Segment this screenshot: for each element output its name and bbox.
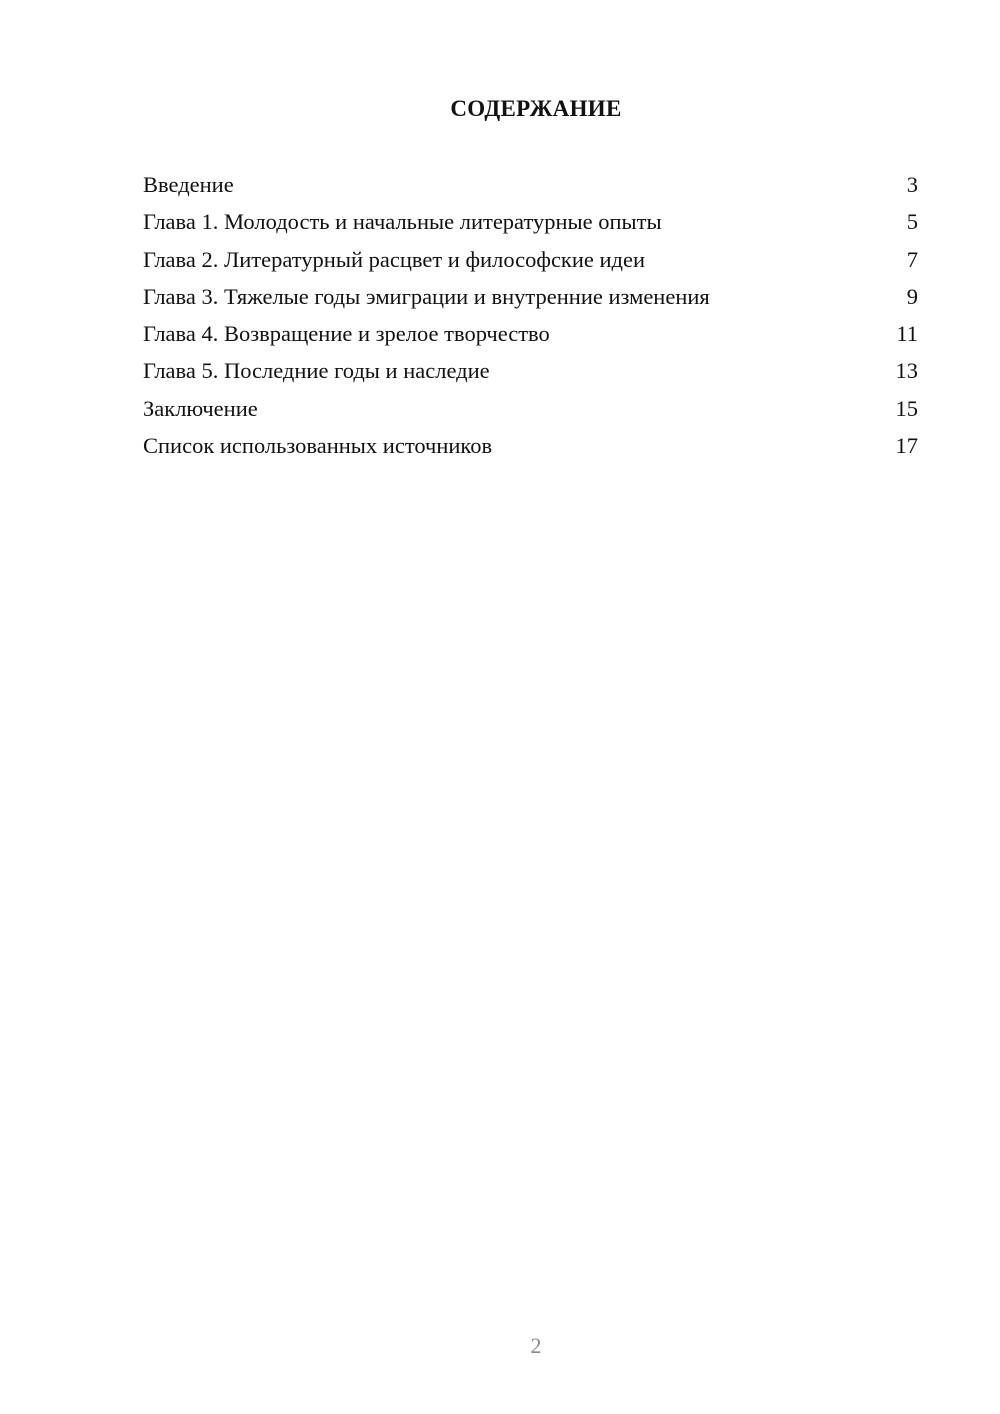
toc-entry xyxy=(143,394,918,431)
table-of-contents xyxy=(143,170,918,468)
toc-entry-label: Глава 4. Возвращение и зрелое творчество xyxy=(143,321,550,347)
toc-entry-page: 9 xyxy=(906,283,918,309)
toc-entry-page: 13 xyxy=(895,358,918,384)
toc-entry xyxy=(143,431,918,468)
toc-entry xyxy=(143,282,918,319)
page-number: 2 xyxy=(530,1333,542,1358)
toc-entry-label: Список использованных источников xyxy=(143,433,493,459)
toc-entry xyxy=(143,356,918,393)
toc-entry-page: 3 xyxy=(906,172,918,197)
toc-entry-label: Глава 3. Тяжелые годы эмиграции и внутренние изменения xyxy=(143,283,710,309)
toc-entry-page: 7 xyxy=(906,246,918,272)
toc-entry xyxy=(143,319,918,356)
toc-entry xyxy=(143,245,918,282)
toc-entry-label: Введение xyxy=(143,172,234,197)
toc-entry-page: 5 xyxy=(906,209,918,235)
toc-entry-label: Глава 2. Литературный расцвет и философские идеи xyxy=(143,246,646,272)
toc-entry-page: 15 xyxy=(895,395,918,421)
toc-entry-label: Глава 1. Молодость и начальные литературные опыты xyxy=(143,209,662,235)
toc-entry-page: 17 xyxy=(895,433,918,459)
toc-entry xyxy=(143,207,918,244)
toc-entry-label: Заключение xyxy=(143,395,258,421)
toc-entry xyxy=(143,170,918,207)
toc-title: СОДЕРЖАНИЕ xyxy=(450,96,622,121)
toc-entry-label: Глава 5. Последние годы и наследие xyxy=(143,358,490,384)
toc-entry-page: 11 xyxy=(896,321,918,347)
